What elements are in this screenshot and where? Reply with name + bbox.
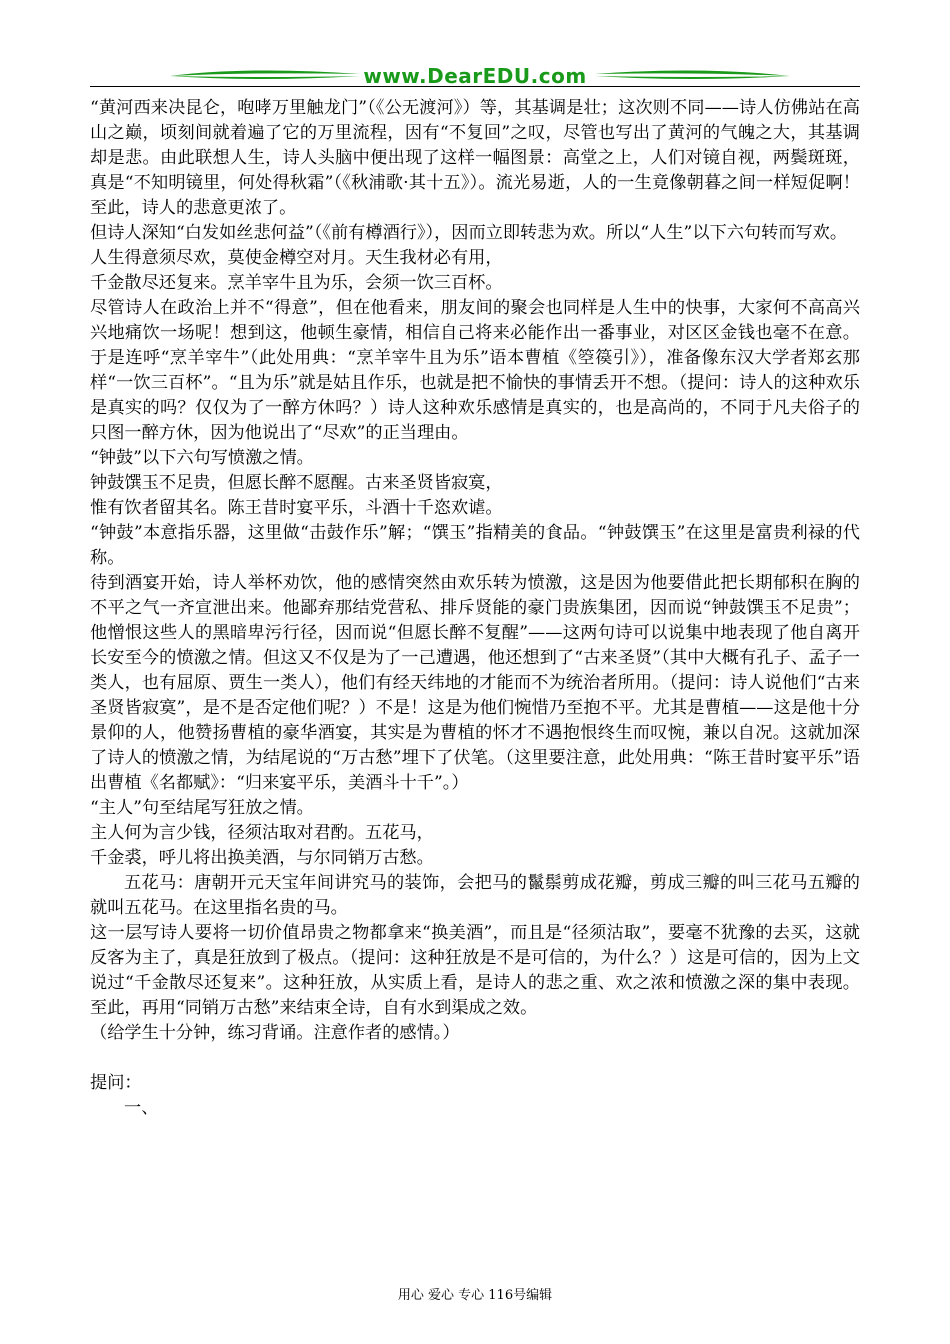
paragraph: 待到酒宴开始，诗人举杯劝饮，他的感情突然由欢乐转为愤激，这是因为他要借此把长期郁积在胸的不平之气一齐宣泄出来。他鄙弃那结党营私、排斥贤能的豪门贵族集团，因而说“钟鼓馔玉不足贵”；他憎恨这些人的黑暗卑污行径，因而说“但愿长醉不复醒”——这两句诗可以说集中地表现了他自离开长安至今的愤激之情。但这又不仅是为了一己遭遇，他还想到了“古来圣贤”（其中大概有孔子、孟子一类人，也有屈原、贾生一类人），他们有经天纬地的才能而不为统治者所用。（提问：诗人说他们“古来圣贤皆寂寞”，是不是否定他们呢？）不是！这是为他们惋惜乃至抱不平。尤其是曹植——这是他十分景仰的人，他赞扬曹植的豪华酒宴，其实是为曹植的怀才不遇抱恨终生而叹惋，兼以自况。这就加深了诗人的愤激之情，为结尾说的“万古愁”埋下了伏笔。（这里要注意，此处用典：“陈王昔时宴平乐”语出曹植《名都赋》：“归来宴平乐，美酒斗十千”。） (90, 573, 860, 793)
poem-line: 人生得意须尽欢，莫使金樽空对月。天生我材必有用， (90, 248, 503, 268)
page-footer: 用心 爱心 专心 116号编辑 (397, 1288, 553, 1303)
question-item: 一、 (124, 1098, 159, 1118)
poem-line: 千金裘，呼儿将出换美酒，与尔同销万古愁。 (90, 848, 434, 868)
paragraph: （给学生十分钟，练习背诵。注意作者的感情。） (90, 1023, 460, 1043)
paragraph: “钟鼓”本意指乐器，这里做“击鼓作乐”解；“馔玉”指精美的食品。“钟鼓馔玉”在这里是富贵利禄的代称。 (90, 523, 860, 568)
site-logo[interactable]: www.DearEDU.com (363, 64, 587, 88)
poem-line: 千金散尽还复来。烹羊宰牛且为乐，会须一饮三百杯。 (90, 273, 503, 293)
paragraph: 尽管诗人在政治上并不“得意”，但在他看来，朋友间的聚会也同样是人生中的快事，大家何不高高兴兴地痛饮一场呢！想到这，他顿生豪情，相信自己将来必能作出一番事业，对区区金钱也毫不在意。于是连呼“烹羊宰牛”（此处用典：“烹羊宰牛且为乐”语本曹植《箜篌引》），准备像东汉大学者郑玄那样“一饮三百杯”。“且为乐”就是姑且作乐，也就是把不愉快的事情丢开不想。（提问：诗人的这种欢乐是真实的吗？仅仅为了一醉方休吗？）诗人这种欢乐感情是真实的，也是高尚的，不同于凡夫俗子的只图一醉方休，因为他说出了“尽欢”的正当理由。 (90, 298, 860, 443)
paragraph: “钟鼓”以下六句写愤激之情。 (90, 448, 314, 468)
paragraph: 这一层写诗人要将一切价值昂贵之物都拿来“换美酒”，而且是“径须沽取”，要毫不犹豫的去买，这就反客为主了，真是狂放到了极点。（提问：这种狂放是不是可信的，为什么？）这是可信的，因为上文说过“千金散尽还复来”。这种狂放，从实质上看，是诗人的悲之重、欢之浓和愤激之深的集中表现。至此，再用“同销万古愁”来结束全诗，自有水到渠成之效。 (90, 923, 860, 1018)
question-heading: 提问： (90, 1073, 142, 1093)
annotation-paragraph: 五花马：唐朝开元天宝年间讲究马的装饰，会把马的鬣鬃剪成花瓣，剪成三瓣的叫三花马五瓣的就叫五花马。在这里指名贵的马。 (90, 873, 860, 918)
poem-line: 主人何为言少钱，径须沽取对君酌。五花马， (90, 823, 434, 843)
spacer (90, 1046, 860, 1071)
poem-line: 钟鼓馔玉不足贵，但愿长醉不愿醒。古来圣贤皆寂寞， (90, 473, 503, 493)
header-divider (90, 86, 860, 87)
paragraph: 但诗人深知“白发如丝悲何益”（《前有樽酒行》），因而立即转悲为欢。所以“人生”以下六句转而写欢。 (90, 223, 848, 243)
paragraph: “黄河西来决昆仑，咆哮万里触龙门”（《公无渡河》）等，其基调是壮；这次则不同——诗人仿佛站在高山之巅，顷刻间就着遍了它的万里流程，因有“不复回”之叹，尽管也写出了黄河的气魄之大，其基调却是悲。由此联想人生，诗人头脑中便出现了这样一幅图景：高堂之上，人们对镜自视，两鬓斑斑，真是“不知明镜里，何处得秋霜”（《秋浦歌·其十五》）。流光易逝，人的一生竟像朝暮之间一样短促啊！至此，诗人的悲意更浓了。 (90, 98, 860, 218)
poem-line: 惟有饮者留其名。陈王昔时宴平乐，斗酒十千恣欢谑。 (90, 498, 503, 518)
paragraph: “主人”句至结尾写狂放之情。 (90, 798, 314, 818)
document-body (90, 96, 860, 1121)
